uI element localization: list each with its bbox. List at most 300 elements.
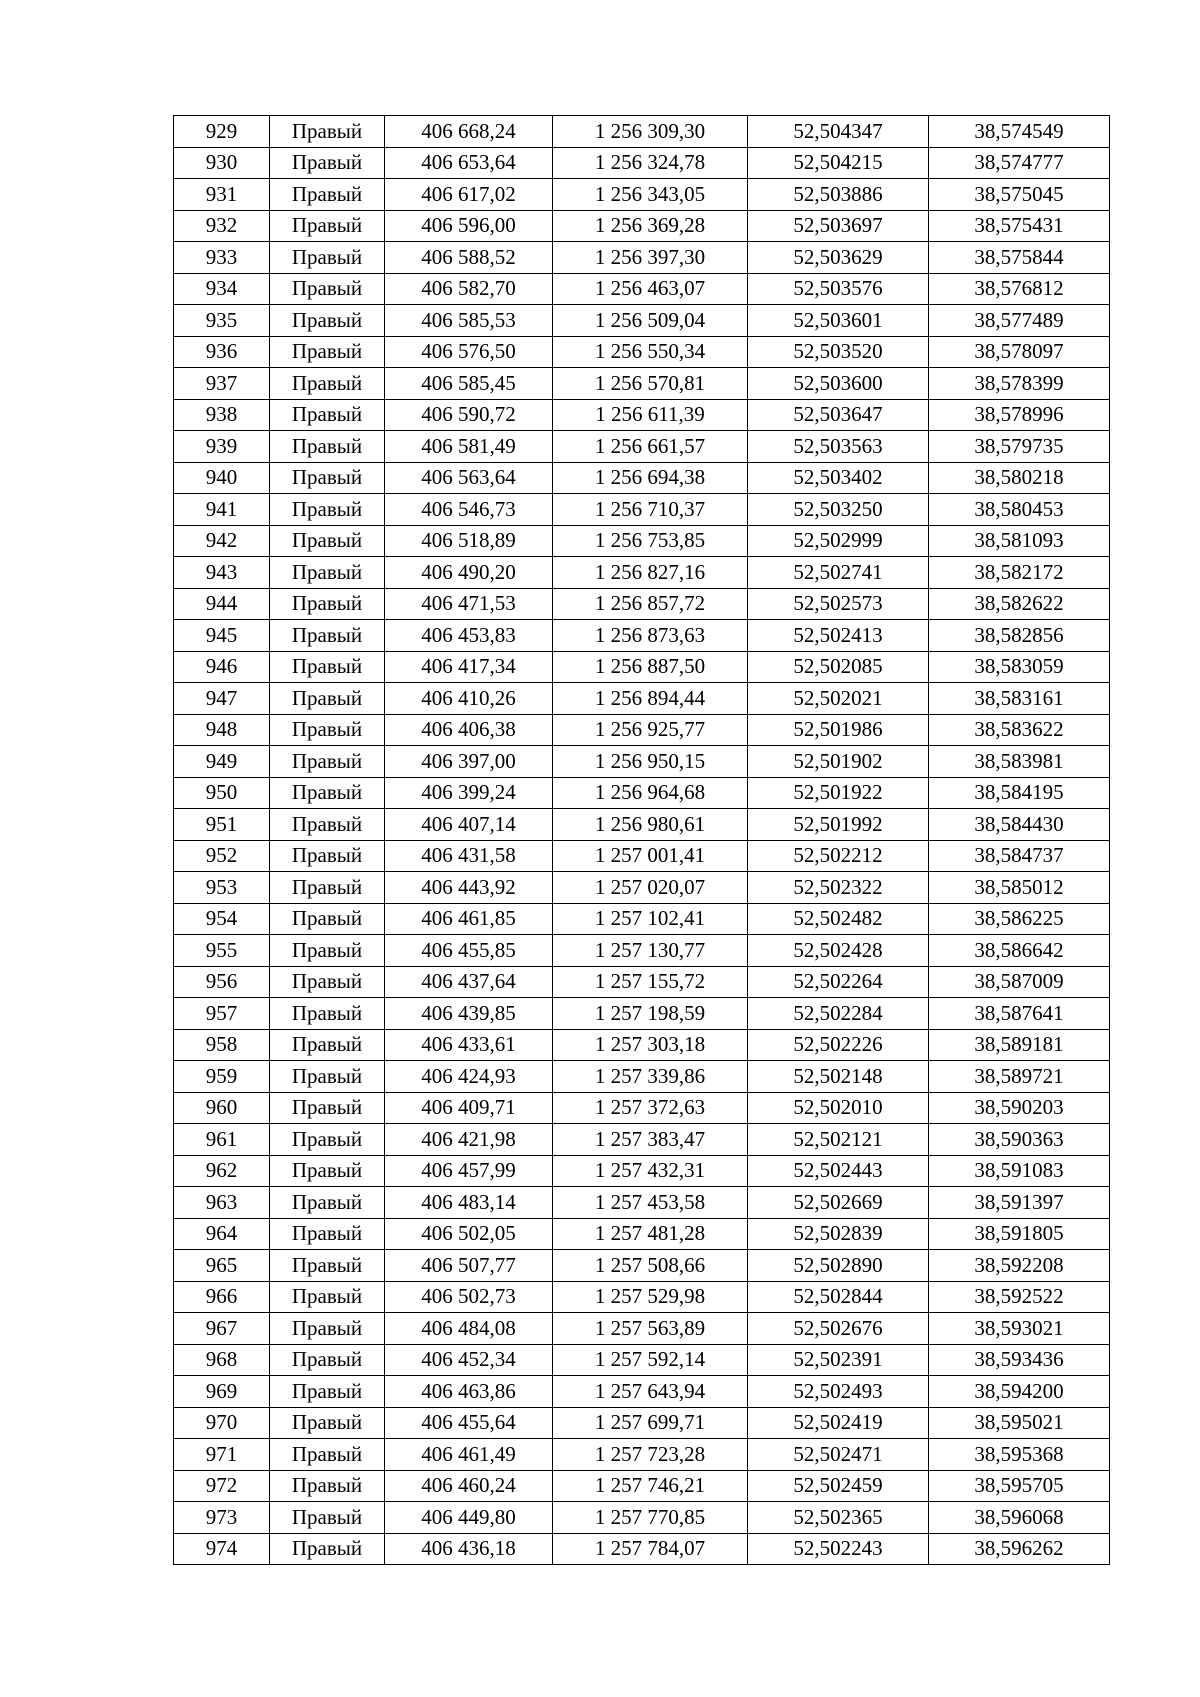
longitude-cell: 38,595021 — [929, 1407, 1110, 1439]
table-row — [174, 368, 1110, 400]
x-coordinate-cell: 406 421,98 — [385, 1124, 553, 1156]
y-coordinate-cell: 1 257 130,77 — [553, 935, 748, 967]
latitude-cell: 52,502482 — [748, 903, 929, 935]
y-coordinate-cell: 1 257 432,31 — [553, 1155, 748, 1187]
side-cell: Правый — [270, 1313, 385, 1345]
latitude-cell: 52,502669 — [748, 1187, 929, 1219]
x-coordinate-cell: 406 507,77 — [385, 1250, 553, 1282]
side-cell: Правый — [270, 462, 385, 494]
longitude-cell: 38,580453 — [929, 494, 1110, 526]
latitude-cell: 52,503600 — [748, 368, 929, 400]
point-number-cell: 957 — [174, 998, 270, 1030]
side-cell: Правый — [270, 998, 385, 1030]
longitude-cell: 38,583622 — [929, 714, 1110, 746]
latitude-cell: 52,502741 — [748, 557, 929, 589]
y-coordinate-cell: 1 256 343,05 — [553, 179, 748, 211]
table-row — [174, 1407, 1110, 1439]
table-row — [174, 966, 1110, 998]
point-number-cell: 964 — [174, 1218, 270, 1250]
x-coordinate-cell: 406 617,02 — [385, 179, 553, 211]
longitude-cell: 38,583161 — [929, 683, 1110, 715]
y-coordinate-cell: 1 256 570,81 — [553, 368, 748, 400]
point-number-cell: 932 — [174, 210, 270, 242]
latitude-cell: 52,503601 — [748, 305, 929, 337]
latitude-cell: 52,502443 — [748, 1155, 929, 1187]
x-coordinate-cell: 406 585,45 — [385, 368, 553, 400]
y-coordinate-cell: 1 256 857,72 — [553, 588, 748, 620]
x-coordinate-cell: 406 590,72 — [385, 399, 553, 431]
x-coordinate-cell: 406 563,64 — [385, 462, 553, 494]
point-number-cell: 973 — [174, 1502, 270, 1534]
latitude-cell: 52,502243 — [748, 1533, 929, 1565]
y-coordinate-cell: 1 256 661,57 — [553, 431, 748, 463]
x-coordinate-cell: 406 490,20 — [385, 557, 553, 589]
x-coordinate-cell: 406 443,92 — [385, 872, 553, 904]
latitude-cell: 52,501902 — [748, 746, 929, 778]
table-row — [174, 1533, 1110, 1565]
x-coordinate-cell: 406 502,05 — [385, 1218, 553, 1250]
latitude-cell: 52,503697 — [748, 210, 929, 242]
point-number-cell: 967 — [174, 1313, 270, 1345]
longitude-cell: 38,591397 — [929, 1187, 1110, 1219]
longitude-cell: 38,595368 — [929, 1439, 1110, 1471]
x-coordinate-cell: 406 406,38 — [385, 714, 553, 746]
table-row — [174, 777, 1110, 809]
point-number-cell: 939 — [174, 431, 270, 463]
y-coordinate-cell: 1 257 372,63 — [553, 1092, 748, 1124]
latitude-cell: 52,502264 — [748, 966, 929, 998]
longitude-cell: 38,583981 — [929, 746, 1110, 778]
point-number-cell: 947 — [174, 683, 270, 715]
y-coordinate-cell: 1 257 770,85 — [553, 1502, 748, 1534]
side-cell: Правый — [270, 1029, 385, 1061]
side-cell: Правый — [270, 368, 385, 400]
x-coordinate-cell: 406 397,00 — [385, 746, 553, 778]
x-coordinate-cell: 406 455,85 — [385, 935, 553, 967]
longitude-cell: 38,585012 — [929, 872, 1110, 904]
latitude-cell: 52,502493 — [748, 1376, 929, 1408]
side-cell: Правый — [270, 147, 385, 179]
x-coordinate-cell: 406 460,24 — [385, 1470, 553, 1502]
x-coordinate-cell: 406 581,49 — [385, 431, 553, 463]
side-cell: Правый — [270, 777, 385, 809]
y-coordinate-cell: 1 256 925,77 — [553, 714, 748, 746]
point-number-cell: 966 — [174, 1281, 270, 1313]
point-number-cell: 946 — [174, 651, 270, 683]
point-number-cell: 952 — [174, 840, 270, 872]
table-row — [174, 147, 1110, 179]
latitude-cell: 52,503886 — [748, 179, 929, 211]
y-coordinate-cell: 1 256 887,50 — [553, 651, 748, 683]
point-number-cell: 972 — [174, 1470, 270, 1502]
table-row — [174, 809, 1110, 841]
point-number-cell: 949 — [174, 746, 270, 778]
side-cell: Правый — [270, 935, 385, 967]
side-cell: Правый — [270, 1407, 385, 1439]
side-cell: Правый — [270, 1092, 385, 1124]
latitude-cell: 52,502676 — [748, 1313, 929, 1345]
longitude-cell: 38,584430 — [929, 809, 1110, 841]
x-coordinate-cell: 406 424,93 — [385, 1061, 553, 1093]
table-row — [174, 336, 1110, 368]
side-cell: Правый — [270, 1376, 385, 1408]
longitude-cell: 38,582856 — [929, 620, 1110, 652]
y-coordinate-cell: 1 256 611,39 — [553, 399, 748, 431]
longitude-cell: 38,581093 — [929, 525, 1110, 557]
side-cell: Правый — [270, 273, 385, 305]
side-cell: Правый — [270, 620, 385, 652]
x-coordinate-cell: 406 585,53 — [385, 305, 553, 337]
y-coordinate-cell: 1 256 964,68 — [553, 777, 748, 809]
side-cell: Правый — [270, 494, 385, 526]
table-row — [174, 1344, 1110, 1376]
side-cell: Правый — [270, 557, 385, 589]
table-row — [174, 1502, 1110, 1534]
y-coordinate-cell: 1 256 694,38 — [553, 462, 748, 494]
point-number-cell: 960 — [174, 1092, 270, 1124]
longitude-cell: 38,587641 — [929, 998, 1110, 1030]
side-cell: Правый — [270, 1281, 385, 1313]
point-number-cell: 961 — [174, 1124, 270, 1156]
point-number-cell: 951 — [174, 809, 270, 841]
y-coordinate-cell: 1 256 509,04 — [553, 305, 748, 337]
side-cell: Правый — [270, 966, 385, 998]
longitude-cell: 38,576812 — [929, 273, 1110, 305]
longitude-cell: 38,596262 — [929, 1533, 1110, 1565]
table-row — [174, 588, 1110, 620]
y-coordinate-cell: 1 256 309,30 — [553, 116, 748, 148]
point-number-cell: 956 — [174, 966, 270, 998]
y-coordinate-cell: 1 257 746,21 — [553, 1470, 748, 1502]
point-number-cell: 969 — [174, 1376, 270, 1408]
longitude-cell: 38,582622 — [929, 588, 1110, 620]
point-number-cell: 937 — [174, 368, 270, 400]
x-coordinate-cell: 406 437,64 — [385, 966, 553, 998]
x-coordinate-cell: 406 484,08 — [385, 1313, 553, 1345]
longitude-cell: 38,586642 — [929, 935, 1110, 967]
point-number-cell: 931 — [174, 179, 270, 211]
point-number-cell: 938 — [174, 399, 270, 431]
side-cell: Правый — [270, 588, 385, 620]
side-cell: Правый — [270, 210, 385, 242]
side-cell: Правый — [270, 399, 385, 431]
table-row — [174, 1470, 1110, 1502]
side-cell: Правый — [270, 683, 385, 715]
table-row — [174, 998, 1110, 1030]
x-coordinate-cell: 406 453,83 — [385, 620, 553, 652]
x-coordinate-cell: 406 653,64 — [385, 147, 553, 179]
x-coordinate-cell: 406 431,58 — [385, 840, 553, 872]
latitude-cell: 52,502844 — [748, 1281, 929, 1313]
x-coordinate-cell: 406 399,24 — [385, 777, 553, 809]
longitude-cell: 38,595705 — [929, 1470, 1110, 1502]
table-row — [174, 273, 1110, 305]
y-coordinate-cell: 1 257 529,98 — [553, 1281, 748, 1313]
point-number-cell: 933 — [174, 242, 270, 274]
table-row — [174, 1187, 1110, 1219]
latitude-cell: 52,504347 — [748, 116, 929, 148]
x-coordinate-cell: 406 483,14 — [385, 1187, 553, 1219]
x-coordinate-cell: 406 457,99 — [385, 1155, 553, 1187]
point-number-cell: 953 — [174, 872, 270, 904]
table-row — [174, 431, 1110, 463]
side-cell: Правый — [270, 1470, 385, 1502]
longitude-cell: 38,578996 — [929, 399, 1110, 431]
side-cell: Правый — [270, 525, 385, 557]
x-coordinate-cell: 406 588,52 — [385, 242, 553, 274]
latitude-cell: 52,502428 — [748, 935, 929, 967]
x-coordinate-cell: 406 433,61 — [385, 1029, 553, 1061]
longitude-cell: 38,591805 — [929, 1218, 1110, 1250]
latitude-cell: 52,502021 — [748, 683, 929, 715]
y-coordinate-cell: 1 256 324,78 — [553, 147, 748, 179]
longitude-cell: 38,578097 — [929, 336, 1110, 368]
side-cell: Правый — [270, 840, 385, 872]
latitude-cell: 52,504215 — [748, 147, 929, 179]
table-row — [174, 683, 1110, 715]
x-coordinate-cell: 406 546,73 — [385, 494, 553, 526]
y-coordinate-cell: 1 257 102,41 — [553, 903, 748, 935]
table-row — [174, 1155, 1110, 1187]
point-number-cell: 974 — [174, 1533, 270, 1565]
latitude-cell: 52,502226 — [748, 1029, 929, 1061]
side-cell: Правый — [270, 242, 385, 274]
point-number-cell: 968 — [174, 1344, 270, 1376]
longitude-cell: 38,582172 — [929, 557, 1110, 589]
latitude-cell: 52,502839 — [748, 1218, 929, 1250]
side-cell: Правый — [270, 431, 385, 463]
point-number-cell: 959 — [174, 1061, 270, 1093]
longitude-cell: 38,596068 — [929, 1502, 1110, 1534]
table-row — [174, 903, 1110, 935]
latitude-cell: 52,502573 — [748, 588, 929, 620]
table-row — [174, 1124, 1110, 1156]
longitude-cell: 38,592208 — [929, 1250, 1110, 1282]
side-cell: Правый — [270, 1439, 385, 1471]
latitude-cell: 52,502322 — [748, 872, 929, 904]
point-number-cell: 945 — [174, 620, 270, 652]
latitude-cell: 52,502999 — [748, 525, 929, 557]
side-cell: Правый — [270, 305, 385, 337]
latitude-cell: 52,503563 — [748, 431, 929, 463]
y-coordinate-cell: 1 256 827,16 — [553, 557, 748, 589]
y-coordinate-cell: 1 256 369,28 — [553, 210, 748, 242]
table-row — [174, 651, 1110, 683]
longitude-cell: 38,591083 — [929, 1155, 1110, 1187]
table-row — [174, 620, 1110, 652]
point-number-cell: 935 — [174, 305, 270, 337]
longitude-cell: 38,590203 — [929, 1092, 1110, 1124]
longitude-cell: 38,575431 — [929, 210, 1110, 242]
point-number-cell: 930 — [174, 147, 270, 179]
x-coordinate-cell: 406 582,70 — [385, 273, 553, 305]
point-number-cell: 962 — [174, 1155, 270, 1187]
y-coordinate-cell: 1 256 873,63 — [553, 620, 748, 652]
point-number-cell: 944 — [174, 588, 270, 620]
y-coordinate-cell: 1 256 950,15 — [553, 746, 748, 778]
latitude-cell: 52,503520 — [748, 336, 929, 368]
side-cell: Правый — [270, 903, 385, 935]
x-coordinate-cell: 406 439,85 — [385, 998, 553, 1030]
latitude-cell: 52,502391 — [748, 1344, 929, 1376]
y-coordinate-cell: 1 257 339,86 — [553, 1061, 748, 1093]
longitude-cell: 38,575844 — [929, 242, 1110, 274]
longitude-cell: 38,593436 — [929, 1344, 1110, 1376]
latitude-cell: 52,501992 — [748, 809, 929, 841]
x-coordinate-cell: 406 407,14 — [385, 809, 553, 841]
y-coordinate-cell: 1 257 563,89 — [553, 1313, 748, 1345]
point-number-cell: 943 — [174, 557, 270, 589]
table-row — [174, 116, 1110, 148]
longitude-cell: 38,574549 — [929, 116, 1110, 148]
latitude-cell: 52,503576 — [748, 273, 929, 305]
y-coordinate-cell: 1 257 383,47 — [553, 1124, 748, 1156]
point-number-cell: 929 — [174, 116, 270, 148]
table-row — [174, 1439, 1110, 1471]
longitude-cell: 38,584195 — [929, 777, 1110, 809]
side-cell: Правый — [270, 179, 385, 211]
x-coordinate-cell: 406 463,86 — [385, 1376, 553, 1408]
y-coordinate-cell: 1 256 894,44 — [553, 683, 748, 715]
table-row — [174, 714, 1110, 746]
side-cell: Правый — [270, 1250, 385, 1282]
point-number-cell: 948 — [174, 714, 270, 746]
longitude-cell: 38,574777 — [929, 147, 1110, 179]
table-row — [174, 1250, 1110, 1282]
longitude-cell: 38,586225 — [929, 903, 1110, 935]
side-cell: Правый — [270, 714, 385, 746]
table-row — [174, 525, 1110, 557]
side-cell: Правый — [270, 1187, 385, 1219]
latitude-cell: 52,503250 — [748, 494, 929, 526]
side-cell: Правый — [270, 651, 385, 683]
x-coordinate-cell: 406 455,64 — [385, 1407, 553, 1439]
side-cell: Правый — [270, 116, 385, 148]
latitude-cell: 52,503629 — [748, 242, 929, 274]
table-row — [174, 462, 1110, 494]
table-row — [174, 494, 1110, 526]
x-coordinate-cell: 406 449,80 — [385, 1502, 553, 1534]
side-cell: Правый — [270, 1533, 385, 1565]
latitude-cell: 52,502284 — [748, 998, 929, 1030]
longitude-cell: 38,589721 — [929, 1061, 1110, 1093]
x-coordinate-cell: 406 409,71 — [385, 1092, 553, 1124]
x-coordinate-cell: 406 452,34 — [385, 1344, 553, 1376]
x-coordinate-cell: 406 461,85 — [385, 903, 553, 935]
y-coordinate-cell: 1 257 001,41 — [553, 840, 748, 872]
side-cell: Правый — [270, 1155, 385, 1187]
latitude-cell: 52,502121 — [748, 1124, 929, 1156]
y-coordinate-cell: 1 257 643,94 — [553, 1376, 748, 1408]
side-cell: Правый — [270, 746, 385, 778]
x-coordinate-cell: 406 518,89 — [385, 525, 553, 557]
x-coordinate-cell: 406 668,24 — [385, 116, 553, 148]
y-coordinate-cell: 1 257 723,28 — [553, 1439, 748, 1471]
table-row — [174, 179, 1110, 211]
table-row — [174, 840, 1110, 872]
longitude-cell: 38,575045 — [929, 179, 1110, 211]
table-row — [174, 210, 1110, 242]
longitude-cell: 38,583059 — [929, 651, 1110, 683]
table-row — [174, 1376, 1110, 1408]
latitude-cell: 52,502459 — [748, 1470, 929, 1502]
latitude-cell: 52,503647 — [748, 399, 929, 431]
point-number-cell: 970 — [174, 1407, 270, 1439]
longitude-cell: 38,584737 — [929, 840, 1110, 872]
table-row — [174, 1218, 1110, 1250]
side-cell: Правый — [270, 1124, 385, 1156]
latitude-cell: 52,502365 — [748, 1502, 929, 1534]
table-row — [174, 746, 1110, 778]
x-coordinate-cell: 406 417,34 — [385, 651, 553, 683]
latitude-cell: 52,503402 — [748, 462, 929, 494]
x-coordinate-cell: 406 436,18 — [385, 1533, 553, 1565]
y-coordinate-cell: 1 256 980,61 — [553, 809, 748, 841]
longitude-cell: 38,587009 — [929, 966, 1110, 998]
point-number-cell: 971 — [174, 1439, 270, 1471]
table-row — [174, 305, 1110, 337]
point-number-cell: 955 — [174, 935, 270, 967]
y-coordinate-cell: 1 257 303,18 — [553, 1029, 748, 1061]
coordinates-table-body — [174, 116, 1110, 1565]
side-cell: Правый — [270, 1502, 385, 1534]
y-coordinate-cell: 1 257 784,07 — [553, 1533, 748, 1565]
point-number-cell: 941 — [174, 494, 270, 526]
latitude-cell: 52,502010 — [748, 1092, 929, 1124]
y-coordinate-cell: 1 256 397,30 — [553, 242, 748, 274]
y-coordinate-cell: 1 257 592,14 — [553, 1344, 748, 1376]
point-number-cell: 954 — [174, 903, 270, 935]
side-cell: Правый — [270, 872, 385, 904]
longitude-cell: 38,590363 — [929, 1124, 1110, 1156]
x-coordinate-cell: 406 576,50 — [385, 336, 553, 368]
y-coordinate-cell: 1 257 453,58 — [553, 1187, 748, 1219]
point-number-cell: 965 — [174, 1250, 270, 1282]
longitude-cell: 38,579735 — [929, 431, 1110, 463]
longitude-cell: 38,578399 — [929, 368, 1110, 400]
table-row — [174, 1029, 1110, 1061]
y-coordinate-cell: 1 256 710,37 — [553, 494, 748, 526]
table-row — [174, 1092, 1110, 1124]
latitude-cell: 52,501922 — [748, 777, 929, 809]
latitude-cell: 52,502471 — [748, 1439, 929, 1471]
latitude-cell: 52,502085 — [748, 651, 929, 683]
longitude-cell: 38,580218 — [929, 462, 1110, 494]
longitude-cell: 38,592522 — [929, 1281, 1110, 1313]
table-row — [174, 399, 1110, 431]
latitude-cell: 52,501986 — [748, 714, 929, 746]
y-coordinate-cell: 1 257 198,59 — [553, 998, 748, 1030]
x-coordinate-cell: 406 502,73 — [385, 1281, 553, 1313]
latitude-cell: 52,502148 — [748, 1061, 929, 1093]
point-number-cell: 963 — [174, 1187, 270, 1219]
latitude-cell: 52,502413 — [748, 620, 929, 652]
y-coordinate-cell: 1 256 753,85 — [553, 525, 748, 557]
latitude-cell: 52,502212 — [748, 840, 929, 872]
table-row — [174, 1061, 1110, 1093]
table-row — [174, 935, 1110, 967]
latitude-cell: 52,502890 — [748, 1250, 929, 1282]
longitude-cell: 38,594200 — [929, 1376, 1110, 1408]
point-number-cell: 940 — [174, 462, 270, 494]
y-coordinate-cell: 1 256 550,34 — [553, 336, 748, 368]
point-number-cell: 942 — [174, 525, 270, 557]
point-number-cell: 958 — [174, 1029, 270, 1061]
longitude-cell: 38,589181 — [929, 1029, 1110, 1061]
longitude-cell: 38,593021 — [929, 1313, 1110, 1345]
longitude-cell: 38,577489 — [929, 305, 1110, 337]
x-coordinate-cell: 406 410,26 — [385, 683, 553, 715]
